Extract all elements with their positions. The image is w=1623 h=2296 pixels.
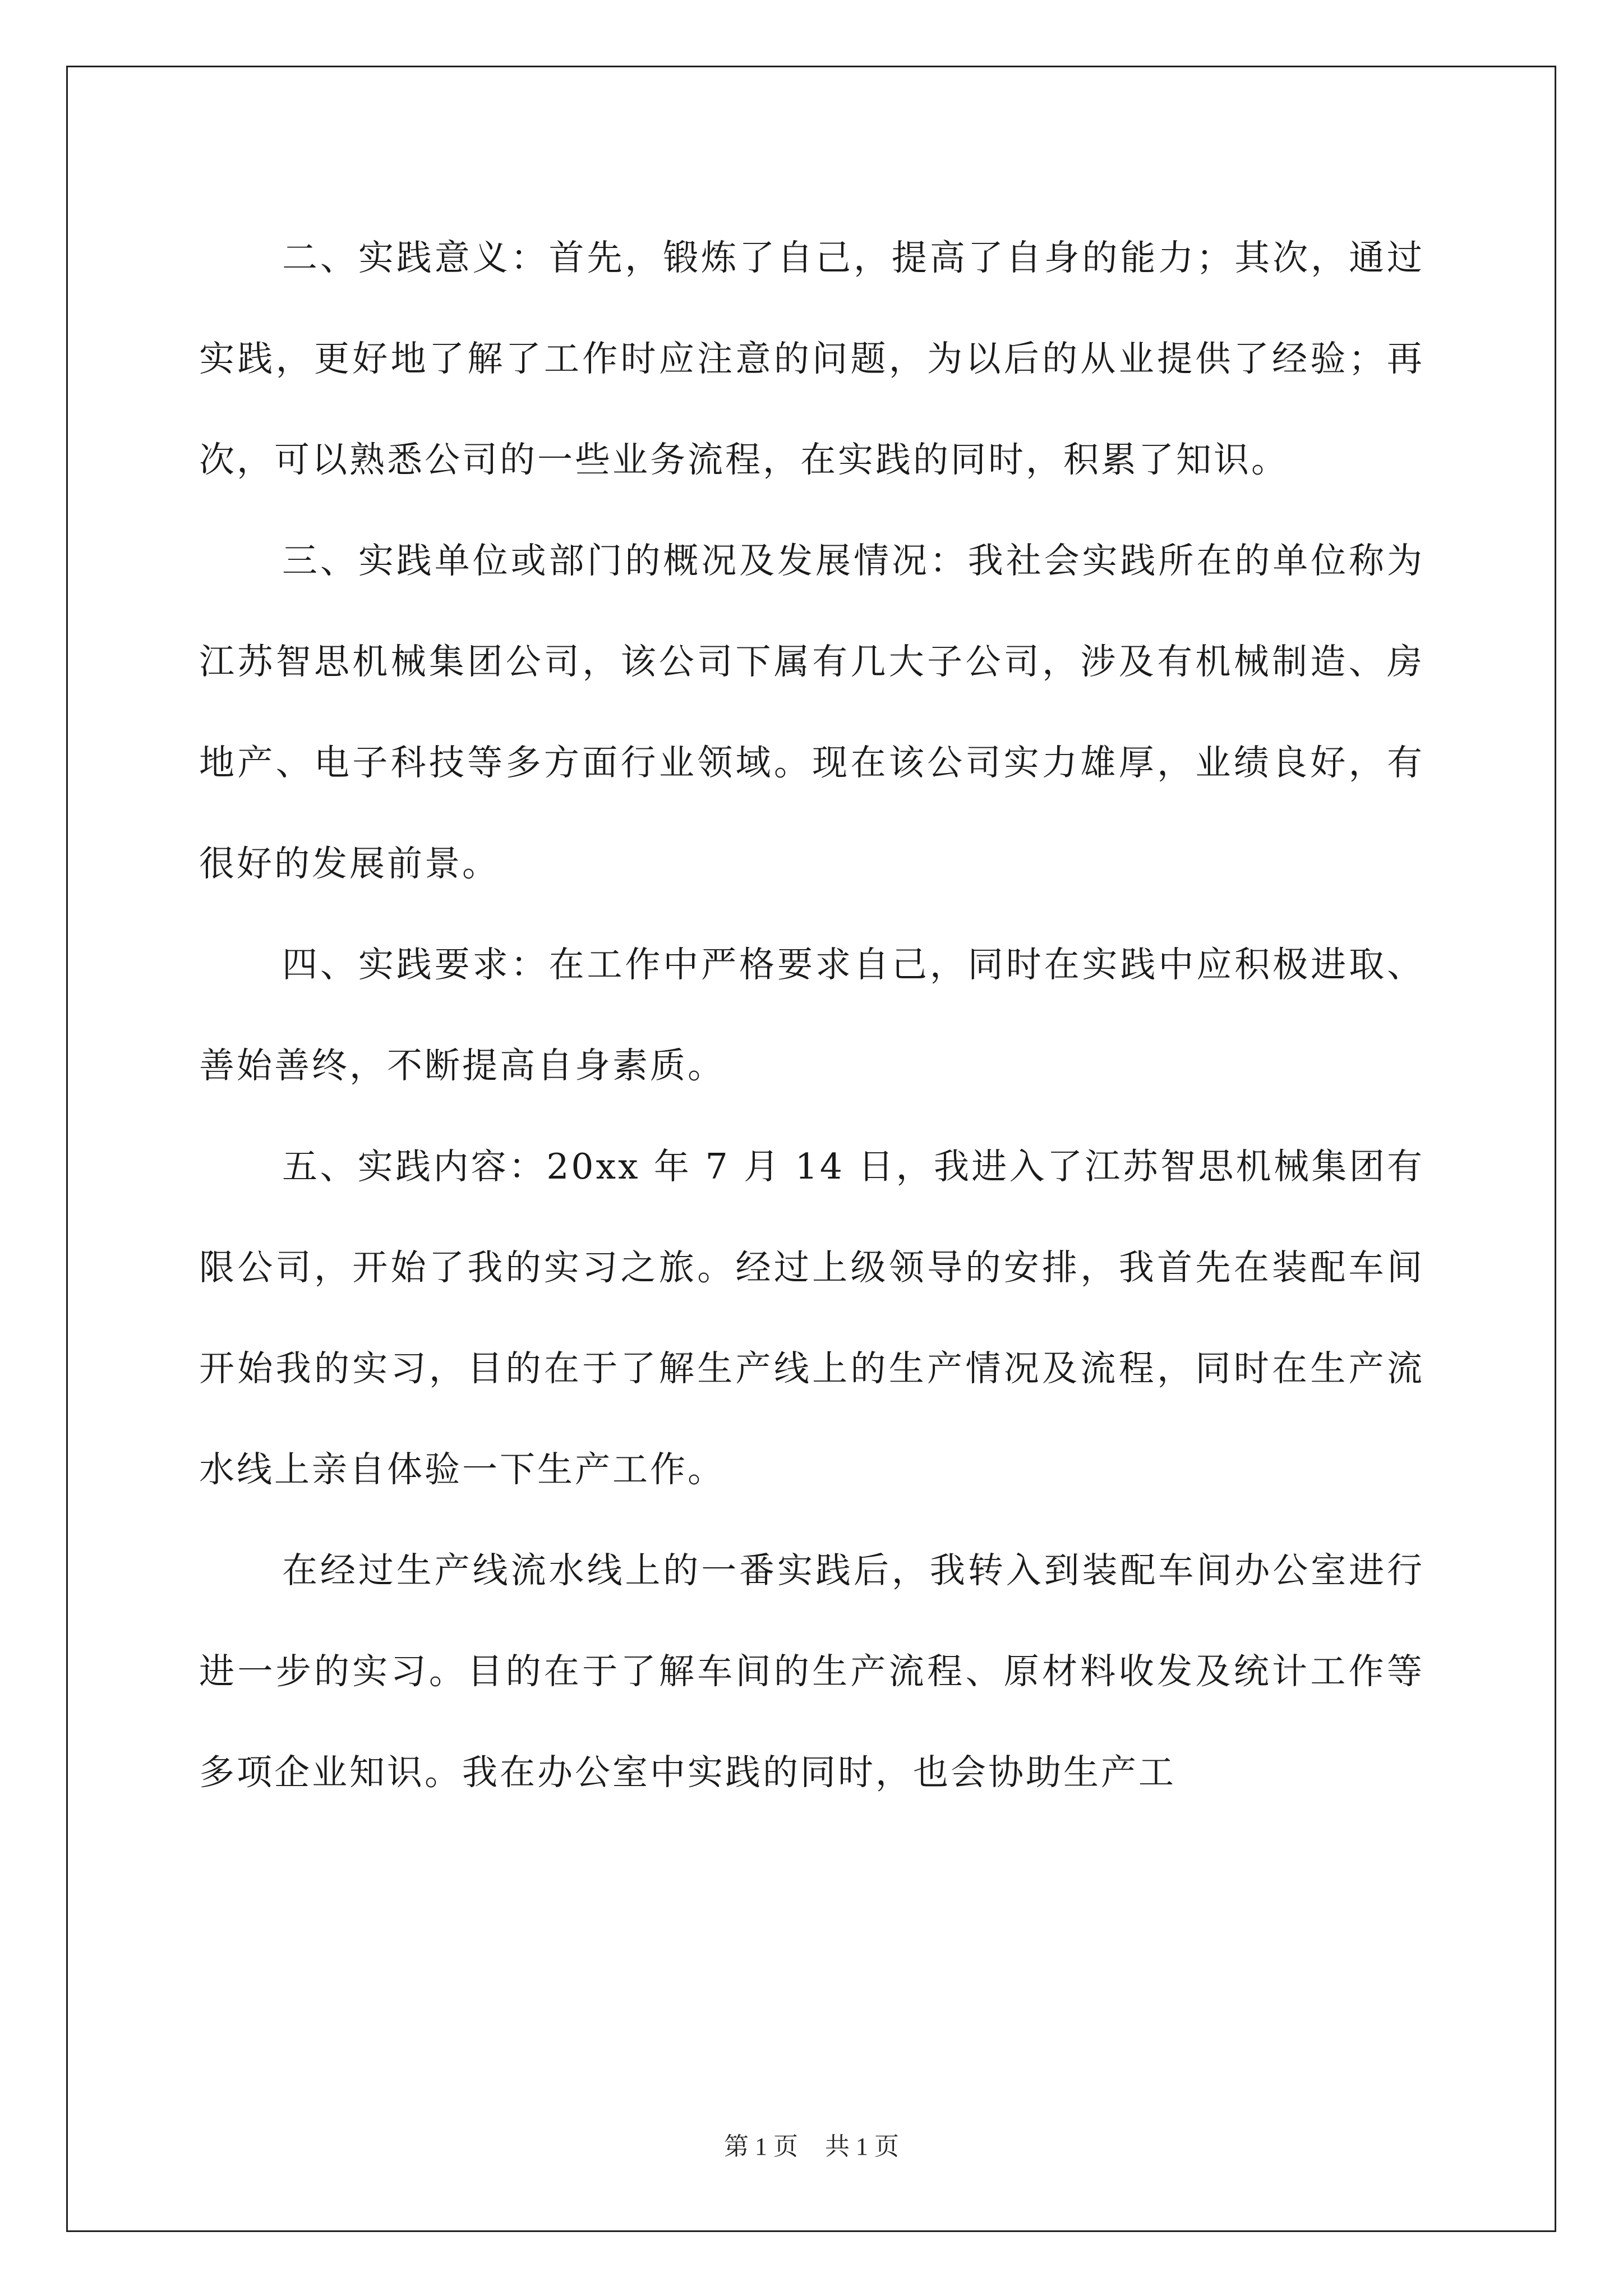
page-footer [0,2126,1623,2162]
paragraph-company-overview: 三、实践单位或部门的概况及发展情况：我社会实践所在的单位称为江苏智思机械集团公司，该公司下属有几大子公司，涉及有机械制造、房地产、电子科技等多方面行业领域。现在该公司实力雄厚，业绩良好，有很好的发展前景。 [199,540,1424,884]
paragraph-practice-content: 五、实践内容：20xx 年 7 月 14 日，我进入了江苏智思机械集团有限公司，开始了我的实习之旅。经过上级领导的安排，我首先在装配车间开始我的实习，目的在于了解生产线上的生产情况及流程，同时在生产流水线上亲自体验一下生产工作。 [199,1146,1424,1490]
document-body [199,208,1424,1823]
page-number-total: 共 1 页 [825,2133,899,2160]
paragraph-practice-requirements: 四、实践要求：在工作中严格要求自己，同时在实践中应积极进取、善始善终，不断提高自身素质。 [199,944,1424,1086]
page-number-current: 第 1 页 [724,2133,798,2160]
paragraph-practice-significance: 二、实践意义：首先，锻炼了自己，提高了自身的能力；其次，通过实践，更好地了解了工作时应注意的问题，为以后的从业提供了经验；再次，可以熟悉公司的一些业务流程，在实践的同时，积累了知识。 [199,237,1424,480]
paragraph-office-internship: 在经过生产线流水线上的一番实践后，我转入到装配车间办公室进行进一步的实习。目的在于了解车间的生产流程、原材料收发及统计工作等多项企业知识。我在办公室中实践的同时，也会协助生产工 [199,1550,1424,1793]
